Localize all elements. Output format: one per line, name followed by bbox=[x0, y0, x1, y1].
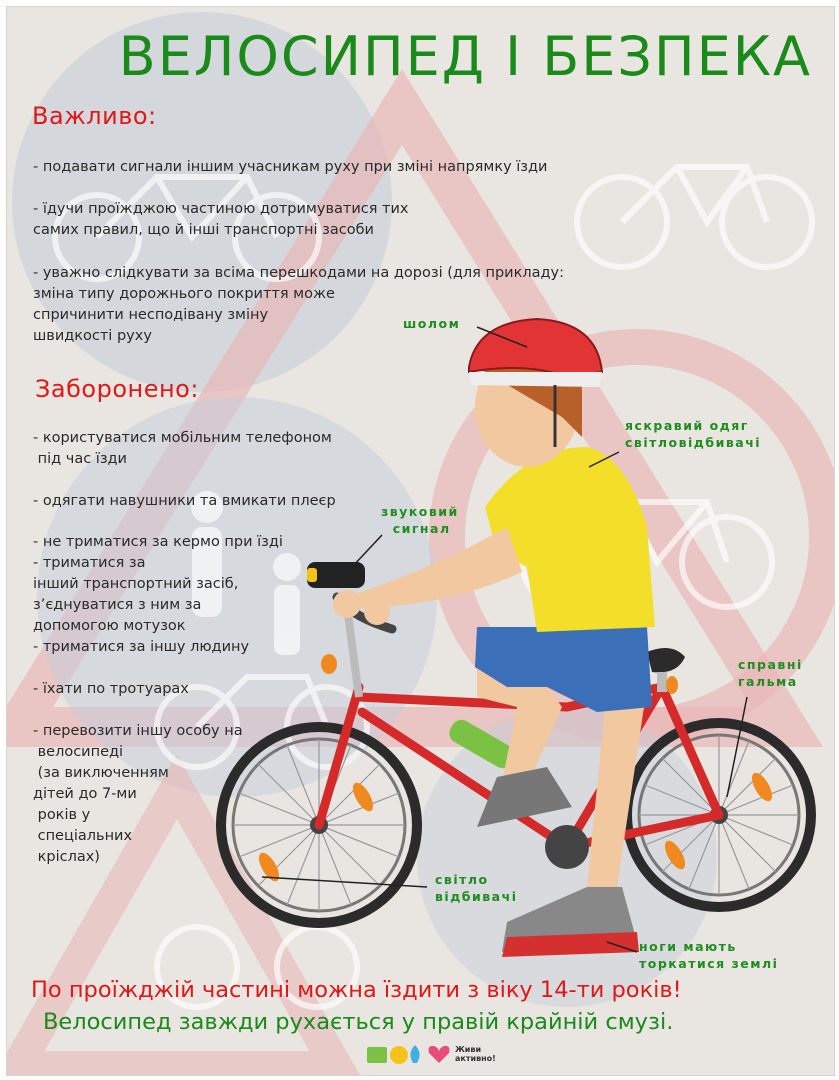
front-reflector bbox=[321, 654, 337, 674]
forbidden-item-1: - користуватися мобільним телефоном під час їзди bbox=[33, 430, 332, 467]
important-heading: Важливо: bbox=[32, 102, 157, 130]
important-item-1: - подавати сигнали іншим учасникам руху при зміні напрямку їзди bbox=[33, 159, 548, 175]
page-title: ВЕЛОСИПЕД І БЕЗПЕКА bbox=[118, 25, 812, 88]
forbidden-heading: Заборонено: bbox=[35, 375, 199, 403]
poster bbox=[6, 6, 835, 1076]
forbidden-item-2: - одягати навушники та вмикати плеєр bbox=[33, 493, 336, 509]
logo-apple-icon bbox=[390, 1046, 408, 1064]
label-brakes: справні гальма bbox=[738, 657, 803, 689]
important-item-2: - їдучи проїжджою частиною дотримуватися тих самих правил, що й інші транспортні засоби bbox=[33, 201, 409, 238]
logo-book-icon bbox=[367, 1047, 387, 1063]
label-feet: ноги мають торкатися землі bbox=[639, 939, 779, 971]
label-reflectors: світло відбивачі bbox=[435, 872, 518, 904]
bicycle-seat bbox=[647, 648, 685, 672]
important-item-3: - уважно слідкувати за всіма перешкодами на дорозі (для прикладу: зміна типу дорожнього покриття може спричинити несподівану зміну швидкості руху bbox=[33, 265, 564, 344]
handlebar-stem bbox=[347, 607, 359, 697]
label-helmet: шолом bbox=[403, 316, 461, 331]
arm bbox=[347, 527, 522, 609]
label-clothes: яскравий одяг світловідбивачі bbox=[625, 418, 762, 450]
logo-text: Живи активно! bbox=[455, 1045, 496, 1063]
hand bbox=[333, 590, 361, 618]
forbidden-item-5: - перевозити іншу особу на велосипеді (за виключенням дітей до 7-ми років у спеціальних кріслах) bbox=[33, 723, 243, 865]
bottom-line-age: По проїжджій частині можна їздити з віку 14-ти років! bbox=[31, 977, 682, 1003]
logo-heart-icon bbox=[429, 1046, 450, 1063]
forbidden-item-4: - їхати по тротуарах bbox=[33, 681, 189, 697]
logo-drop-icon bbox=[410, 1045, 419, 1063]
chainring bbox=[545, 825, 589, 869]
forbidden-item-3: - не триматися за кермо при їзді - триматися за інший транспортний засіб, з’єднуватися з ним за допомогою мотузок - триматися за іншу людину bbox=[33, 534, 283, 655]
bottom-line-lane: Велосипед завжди рухається у правій крайній смузі. bbox=[43, 1009, 674, 1035]
label-bell: звуковий сигнал bbox=[381, 504, 459, 536]
